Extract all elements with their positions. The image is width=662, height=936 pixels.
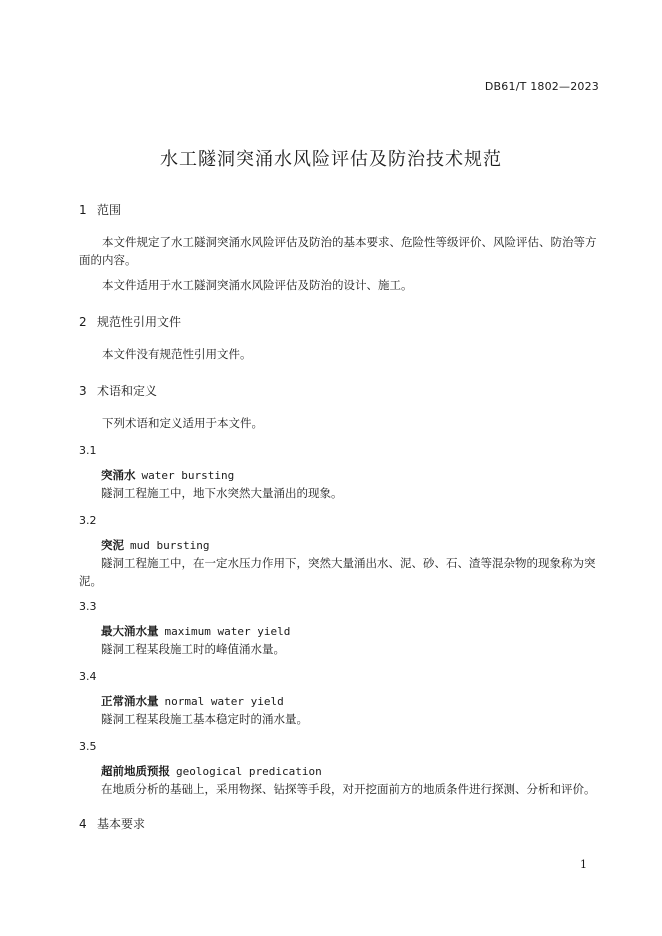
term-number: 3.3 — [79, 600, 97, 613]
term-definition: 隧洞工程施工中，地下水突然大量涌出的现象。 — [101, 486, 343, 500]
paragraph: 本文件规定了水工隧洞突涌水风险评估及防治的基本要求、危险性等级评价、风险评估、防治等方面的内容。 — [79, 235, 597, 267]
term-en: normal water yield — [164, 695, 284, 708]
term-en: maximum water yield — [164, 625, 291, 638]
section-heading-2 — [79, 313, 181, 330]
section-heading-4 — [79, 815, 145, 832]
term-definition: 隧洞工程某段施工时的峰值涌水量。 — [101, 642, 285, 656]
term-en: geological predication — [176, 765, 322, 778]
section-heading-3 — [79, 382, 157, 399]
section-number: 4 — [79, 817, 87, 831]
term-entry — [101, 467, 234, 483]
term-definition: 隧洞工程施工中，在一定水压力作用下，突然大量涌出水、泥、砂、石、渣等混杂物的现象称为突泥。 — [79, 556, 596, 588]
term-entry — [101, 693, 284, 709]
term-number: 3.2 — [79, 514, 97, 527]
term-zh: 最大涌水量 — [101, 624, 159, 638]
term-number: 3.1 — [79, 444, 97, 457]
term-zh: 正常涌水量 — [101, 694, 159, 708]
section-title: 术语和定义 — [97, 384, 158, 398]
term-entry — [101, 537, 209, 553]
term-zh: 突泥 — [101, 538, 124, 552]
paragraph: 下列术语和定义适用于本文件。 — [102, 416, 263, 430]
term-definition: 隧洞工程某段施工基本稳定时的涌水量。 — [101, 712, 308, 726]
section-title: 规范性引用文件 — [97, 315, 182, 329]
section-heading-1 — [79, 201, 121, 218]
term-definition: 在地质分析的基础上，采用物探、钻探等手段，对开挖面前方的地质条件进行探测、分析和评价。 — [101, 782, 596, 796]
paragraph: 本文件没有规范性引用文件。 — [102, 347, 252, 361]
document-title: 水工隧洞突涌水风险评估及防治技术规范 — [160, 149, 502, 170]
term-zh: 超前地质预报 — [101, 764, 170, 778]
section-title: 范围 — [97, 203, 122, 217]
paragraph: 本文件适用于水工隧洞突涌水风险评估及防治的设计、施工。 — [102, 278, 413, 292]
term-number: 3.5 — [79, 740, 97, 753]
page-number: 1 — [580, 858, 587, 871]
term-number: 3.4 — [79, 670, 97, 683]
term-zh: 突涌水 — [101, 468, 136, 482]
section-number: 1 — [79, 203, 87, 217]
term-en: water bursting — [141, 469, 235, 482]
standard-code: DB61/T 1802—2023 — [484, 80, 599, 93]
section-number: 2 — [79, 315, 87, 329]
term-en: mud bursting — [130, 539, 210, 552]
section-number: 3 — [79, 384, 87, 398]
section-title: 基本要求 — [97, 817, 146, 831]
term-entry — [101, 763, 322, 779]
term-entry — [101, 623, 290, 639]
